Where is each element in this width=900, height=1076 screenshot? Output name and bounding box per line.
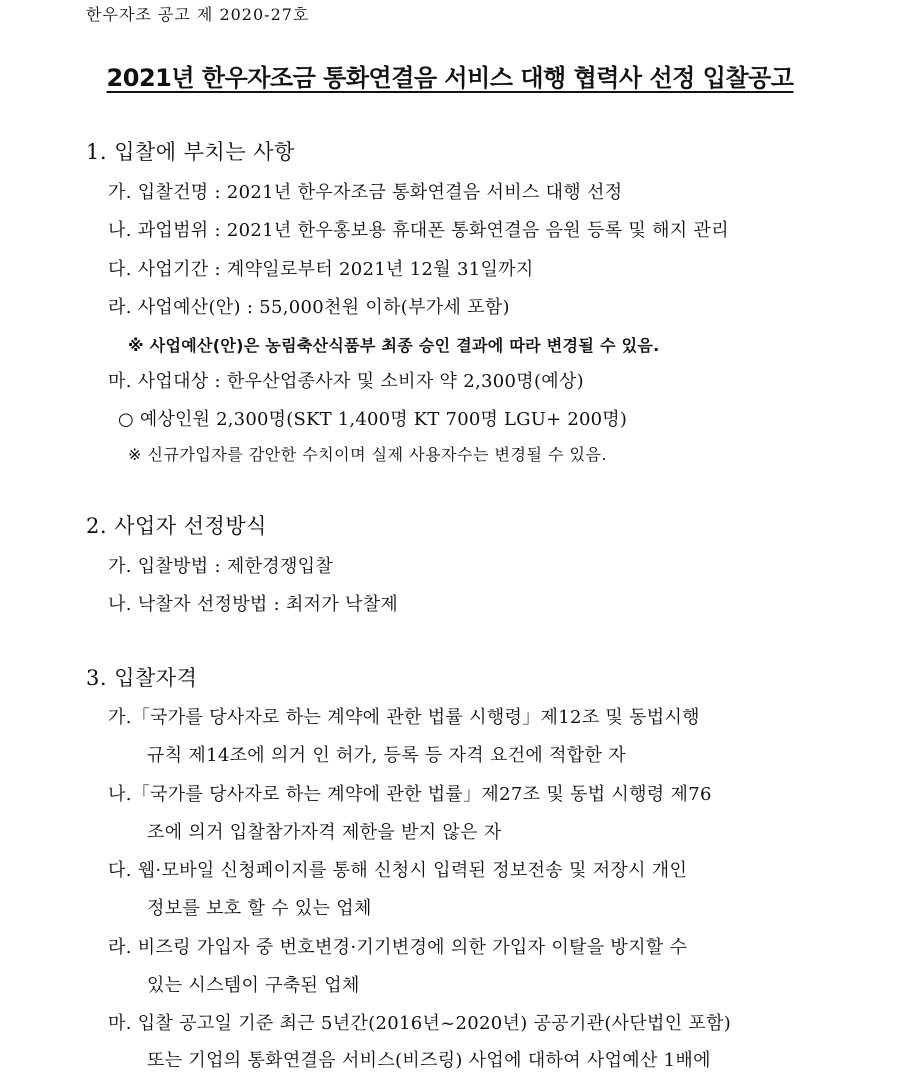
section-heading-2: 2. 사업자 선정방식 [86,514,267,538]
section2-item-na: 나. 낙찰자 선정방법 : 최저가 낙찰제 [108,594,399,615]
section1-expected-count: ○ 예상인원 2,300명(SKT 1,400명 KT 700명 LGU+ 200명) [118,409,628,430]
section-heading-1: 1. 입찰에 부치는 사항 [86,140,295,164]
section3-item-da: 다. 웹·모바일 신청페이지를 통해 신청시 입력된 정보전송 및 저장시 개인 [108,860,688,881]
section1-item-ra: 라. 사업예산(안) : 55,000천원 이하(부가세 포함) [108,297,510,318]
section3-item-ma: 마. 입찰 공고일 기준 최근 5년간(2016년~2020년) 공공기관(사단법인 포함) [108,1013,732,1034]
section3-item-da-cont: 정보를 보호 할 수 있는 업체 [147,898,372,919]
document-title: 2021년 한우자조금 통화연결음 서비스 대행 협력사 선정 입찰공고 [106,64,794,92]
section3-item-ra: 라. 비즈링 가입자 중 번호변경·기기변경에 의한 가입자 이탈을 방지할 수 [108,937,688,958]
section1-item-na: 나. 과업범위 : 2021년 한우홍보용 휴대폰 통화연결음 음원 등록 및 해지 관리 [108,220,729,241]
section3-item-ga-cont: 규칙 제14조에 의거 인 허가, 등록 등 자격 요건에 적합한 자 [147,745,626,766]
section-heading-3: 3. 입찰자격 [86,666,198,690]
section3-item-ga: 가.「국가를 당사자로 하는 계약에 관한 법률 시행령」제12조 및 동법시행 [108,707,700,728]
section3-item-na-cont: 조에 의거 입찰참가자격 제한을 받지 않은 자 [147,822,502,843]
section3-item-ra-cont: 있는 시스템이 구축된 업체 [147,975,360,996]
notice-number: 한우자조 공고 제 2020-27호 [86,5,310,24]
section1-item-ga: 가. 입찰건명 : 2021년 한우자조금 통화연결음 서비스 대행 선정 [108,182,623,203]
section1-item-da: 다. 사업기간 : 계약일로부터 2021년 12월 31일까지 [108,259,534,280]
section1-count-note: ※ 신규가입자를 감안한 수치이며 실제 사용자수는 변경될 수 있음. [128,445,608,464]
section1-budget-note: ※ 사업예산(안)은 농림축산식품부 최종 승인 결과에 따라 변경될 수 있음. [128,336,660,355]
section1-item-ma: 마. 사업대상 : 한우산업종사자 및 소비자 약 2,300명(예상) [108,371,584,392]
section3-item-na: 나.「국가를 당사자로 하는 계약에 관한 법률」제27조 및 동법 시행령 제76 [108,784,712,805]
section3-item-ma-cont: 또는 기업의 통화연결음 서비스(비즈링) 사업에 대하여 사업예산 1배에 [147,1050,711,1071]
section2-item-ga: 가. 입찰방법 : 제한경쟁입찰 [108,556,334,577]
